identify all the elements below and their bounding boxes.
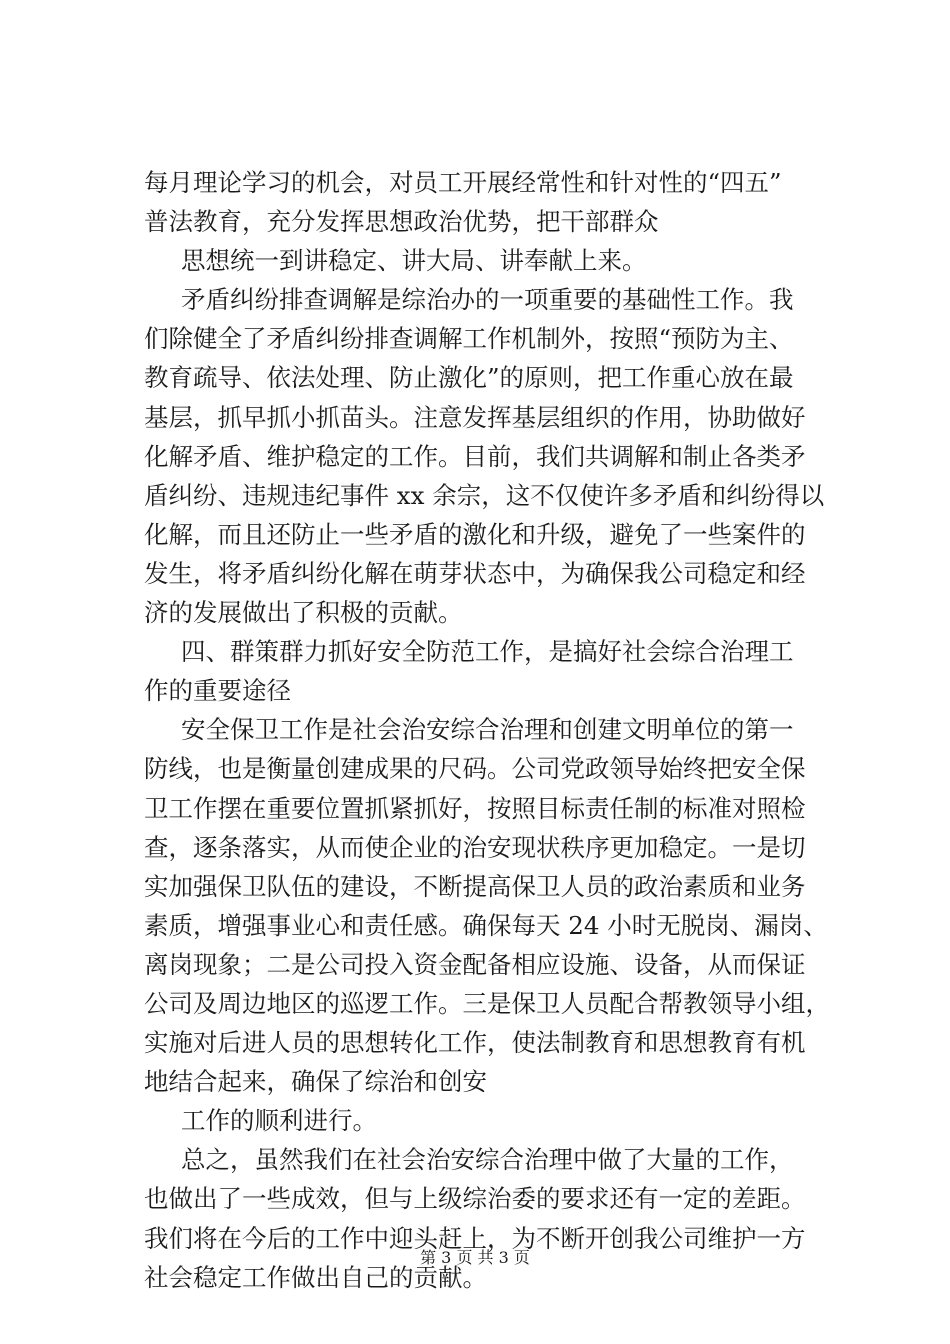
text-line: 思想统一到讲稳定、讲大局、讲奉献上来。 xyxy=(181,246,647,276)
text-line: 地结合起来，确保了综治和创安 xyxy=(144,1067,487,1097)
text-line: 们除健全了矛盾纠纷排查调解工作机制外，按照“预防为主、 xyxy=(144,324,794,354)
text-line: 我们将在今后的工作中迎头赶上，为不断开创我公司维护一方 xyxy=(144,1223,806,1253)
text-line: 公司及周边地区的巡逻工作。三是保卫人员配合帮教领导小组， xyxy=(144,988,830,1018)
text-line: 发生，将矛盾纠纷化解在萌芽状态中，为确保我公司稳定和经 xyxy=(144,558,806,588)
text-line: 离岗现象；二是公司投入资金配备相应设施、设备，从而保证 xyxy=(144,949,806,979)
text-line: 查，逐条落实，从而使企业的治安现状秩序更加稳定。一是切 xyxy=(144,832,806,862)
text-line: 济的发展做出了积极的贡献。 xyxy=(144,598,463,628)
text-line: 卫工作摆在重要位置抓紧抓好，按照目标责任制的标准对照检 xyxy=(144,793,806,823)
text-line: 工作的顺利进行。 xyxy=(181,1106,377,1136)
text-line: 总之，虽然我们在社会治安综合治理中做了大量的工作， xyxy=(181,1145,794,1175)
text-line: 素质，增强事业心和责任感。确保每天 24 小时无脱岗、漏岗、 xyxy=(144,910,828,940)
text-line: 社会稳定工作做出自己的贡献。 xyxy=(144,1262,487,1292)
text-line: 四、群策群力抓好安全防范工作，是搞好社会综合治理工 xyxy=(181,637,794,667)
text-line: 矛盾纠纷排查调解是综治办的一项重要的基础性工作。我 xyxy=(181,285,794,315)
text-line: 实施对后进人员的思想转化工作，使法制教育和思想教育有机 xyxy=(144,1028,806,1058)
text-line: 实加强保卫队伍的建设，不断提高保卫人员的政治素质和业务 xyxy=(144,871,806,901)
text-line: 普法教育，充分发挥思想政治优势，把干部群众 xyxy=(144,207,659,237)
text-line: 每月理论学习的机会，对员工开展经常性和针对性的“四五” xyxy=(144,168,782,197)
document-body xyxy=(144,163,830,1297)
text-line: 教育疏导、依法处理、防止激化”的原则，把工作重心放在最 xyxy=(144,363,794,393)
text-line: 安全保卫工作是社会治安综合治理和创建文明单位的第一 xyxy=(181,715,794,745)
text-line: 防线，也是衡量创建成果的尺码。公司党政领导始终把安全保 xyxy=(144,754,806,784)
text-line: 基层，抓早抓小抓苗头。注意发挥基层组织的作用，协助做好 xyxy=(144,402,806,432)
text-line: 盾纠纷、违规违纪事件 xx 余宗，这不仅使许多矛盾和纠纷得以 xyxy=(144,480,825,510)
text-line: 化解，而且还防止一些矛盾的激化和升级，避免了一些案件的 xyxy=(144,519,806,549)
text-line: 化解矛盾、维护稳定的工作。目前，我们共调解和制止各类矛 xyxy=(144,441,806,471)
text-line: 作的重要途径 xyxy=(144,676,291,706)
text-line: 也做出了一些成效，但与上级综治委的要求还有一定的差距。 xyxy=(144,1184,806,1214)
page-footer: 第 3 页 共 3 页 xyxy=(420,1248,530,1267)
